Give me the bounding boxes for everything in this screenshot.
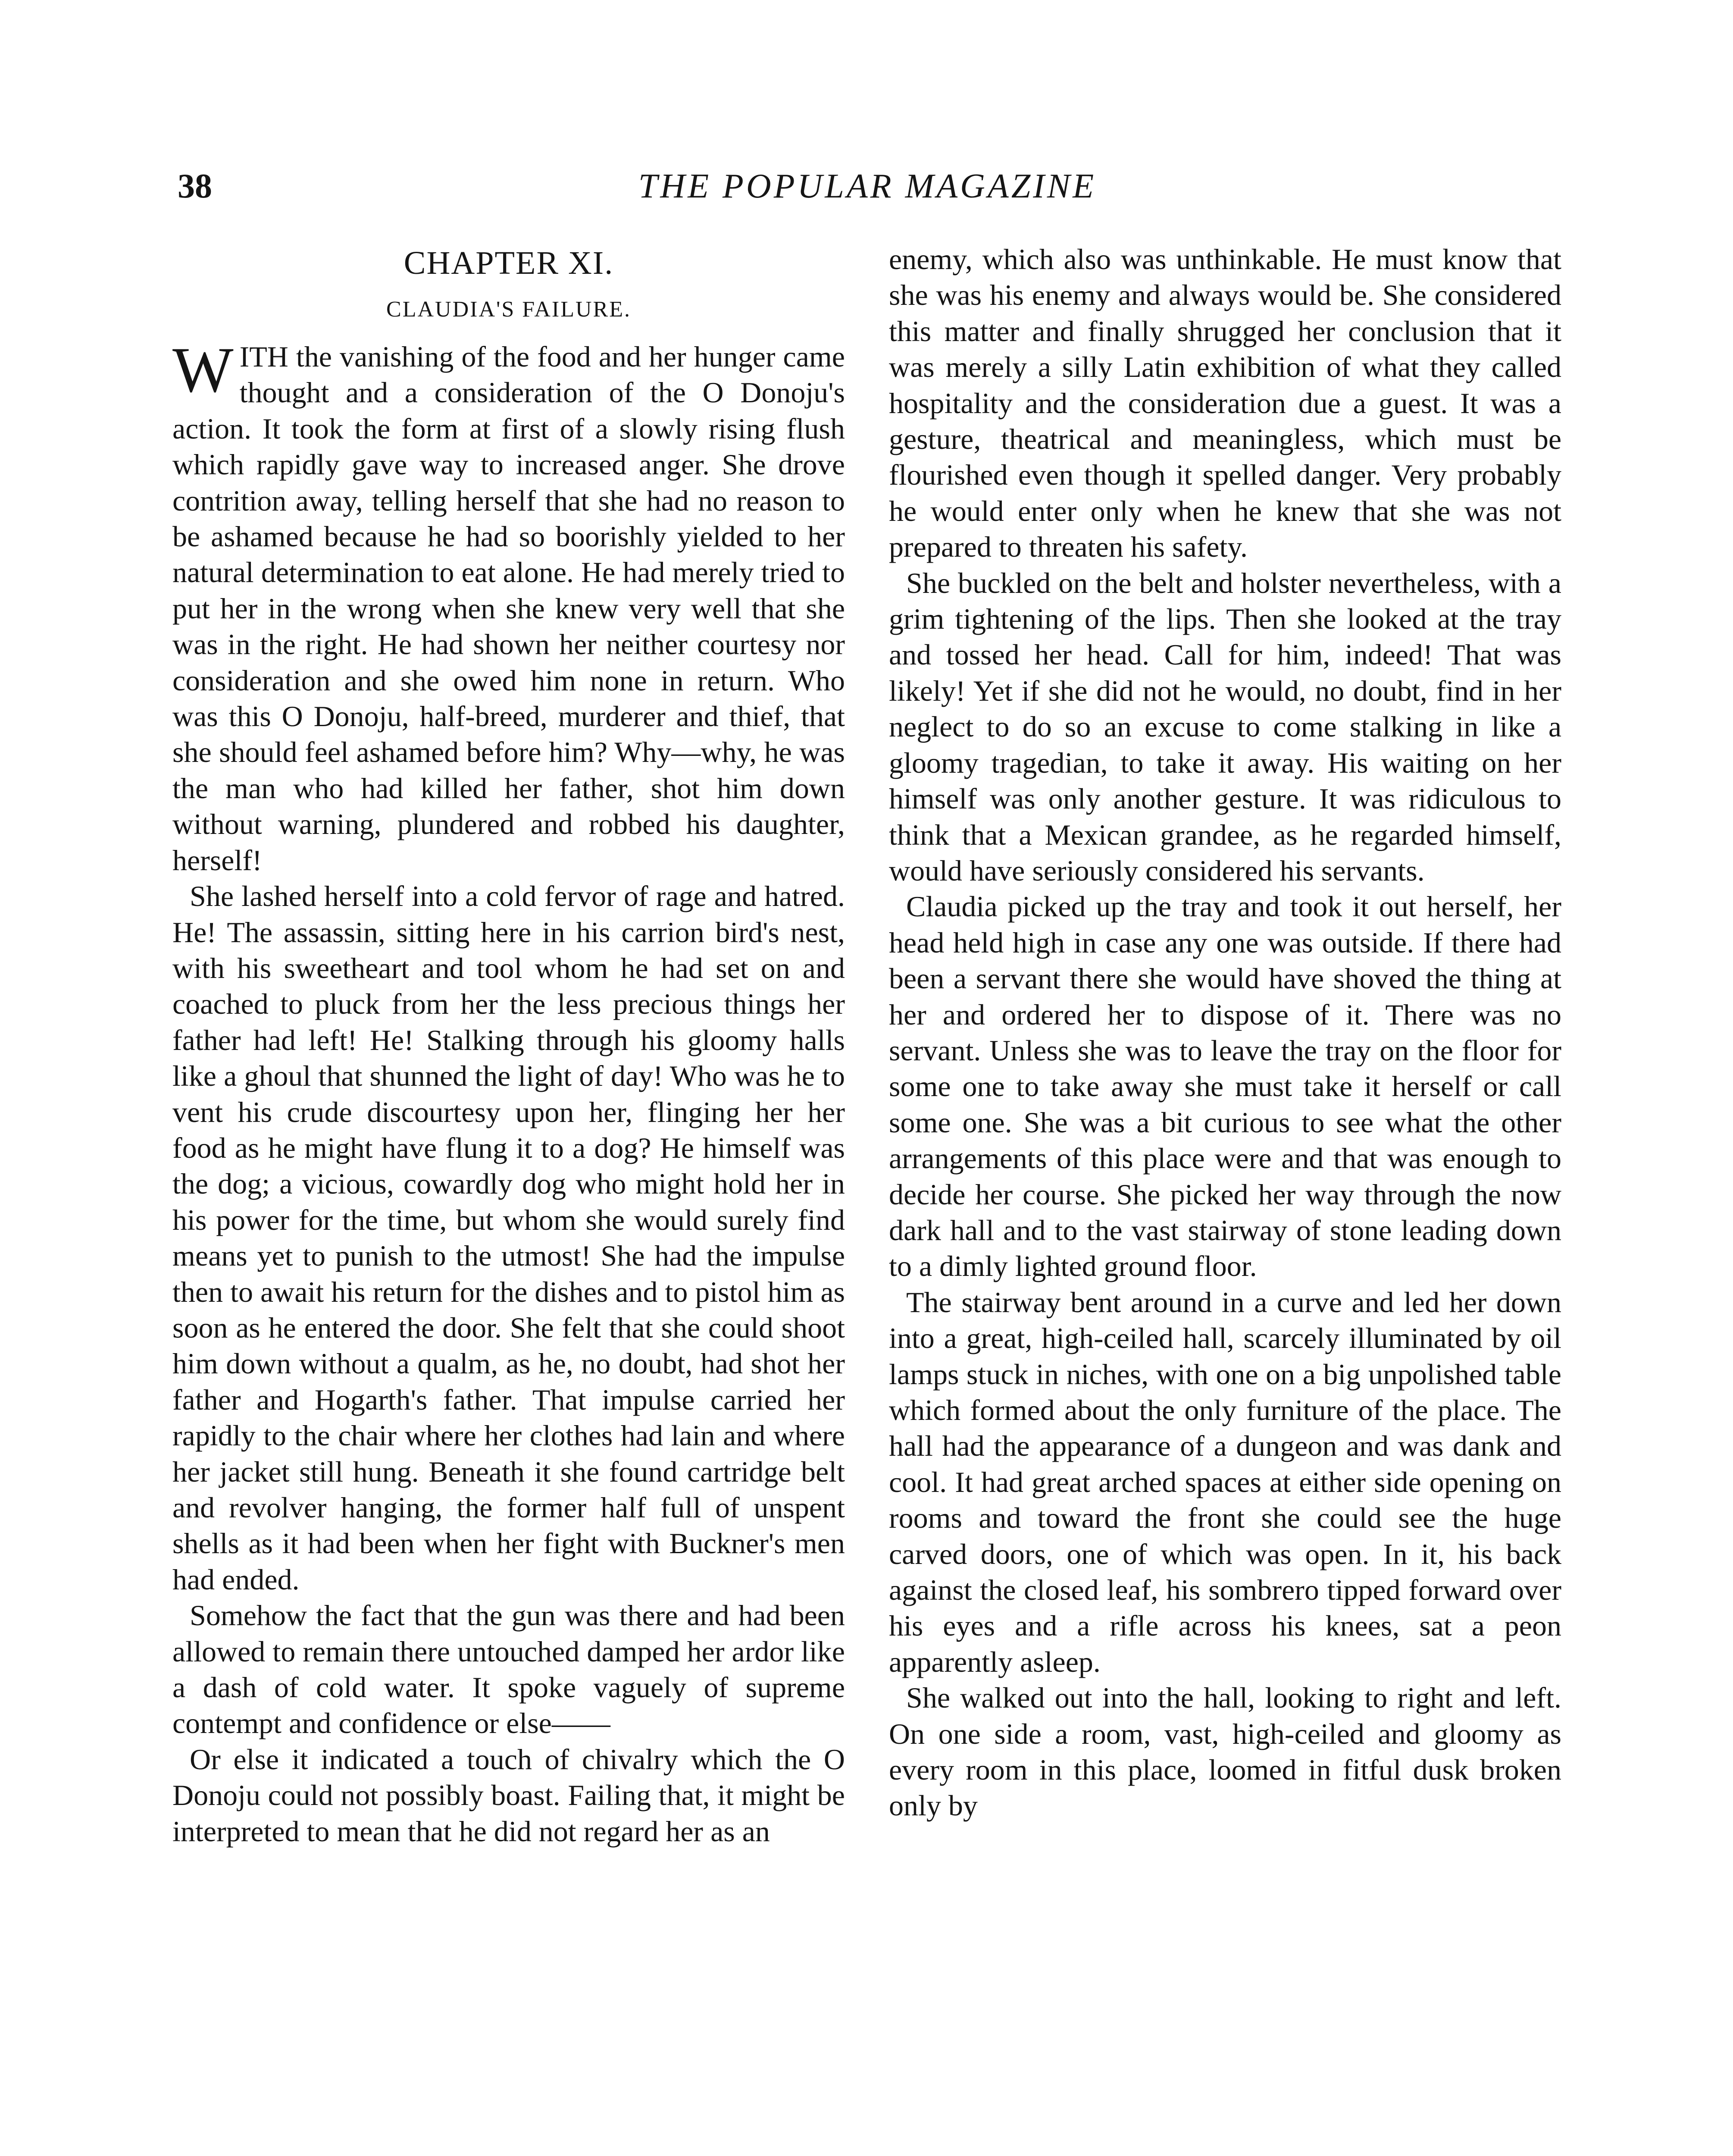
- paragraph: She buckled on the belt and holster nevertheless, with a grim tightening of the lips. Then she looked at the tray and tossed her head. Call for him, indeed! That was likely! Yet if she did not he would, no doubt, find in her neglect to do so an excuse to come stalking in like a gloomy tragedian, to take it away. His waiting on her himself was only another gesture. It was ridiculous to think that a Mexican grandee, as he regarded himself, would have seriously considered his servants.: [889, 566, 1561, 887]
- paragraph: She walked out into the hall, looking to right and left. On one side a room, vast, high-ceiled and gloomy as every room in this place, loomed in fitful dusk broken only by: [889, 1681, 1561, 1822]
- running-title: THE POPULAR MAGAZINE: [638, 167, 1097, 205]
- drop-cap: W: [172, 334, 234, 406]
- paragraph-text: ITH the vanishing of the food and her hunger came thought and a consideration of the O Donoju's action. It took the form at first of a slowly rising flush which rapidly gave way to increased anger. She drove contrition away, telling herself that she had no reason to be ashamed because he had so boorishly yielded to her natural determination to eat alone. He had merely tried to put her in the wrong when she knew very well that she was in the right. He had shown her neither courtesy nor consideration and she owed him none in return. Who was this O Donoju, half-breed, murderer and thief, that she should feel ashamed before him? Why—why, he was the man who had killed her father, shot him down without warning, plundered and robbed his daughter, herself!: [172, 340, 845, 877]
- page-number: 38: [178, 167, 212, 205]
- paragraph: She lashed herself into a cold fervor of rage and hatred. He! The assassin, sitting here in his carrion bird's nest, with his sweetheart and tool whom he had set on and coached to pluck from her the less precious things her father had left! He! Stalking through his gloomy halls like a ghoul that shunned the light of day! Who was he to vent his crude discourtesy upon her, flinging her her food as he might have flung it to a dog? He himself was the dog; a vicious, cowardly dog who might hold her in his power for the time, but whom she would surely find means yet to punish to the utmost! She had the impulse then to await his return for the dishes and to pistol him as soon as he entered the door. She felt that she could shoot him down without a qualm, as he, no doubt, had shot her father and Hogarth's father. That impulse carried her rapidly to the chair where her clothes had lain and where her jacket still hung. Beneath it she found cartridge belt and revolver hanging, the former half full of unspent shells as it had been when her fight with Buckner's men had ended.: [172, 880, 845, 1596]
- chapter-subtitle: CLAUDIA'S FAILURE.: [386, 297, 631, 322]
- left-column: [172, 241, 845, 1849]
- paragraph: The stairway bent around in a curve and led her down into a great, high-ceiled hall, scarcely illuminated by oil lamps stuck in niches, with one on a big unpolished table which formed about the only furniture of the place. The hall had the appearance of a dungeon and was dank and cool. It had great arched spaces at either side opening on rooms and toward the front she could see the huge carved doors, one of which was open. In it, his back against the closed leaf, his sombrero tipped forward over his eyes and a rifle across his knees, sat a peon apparently asleep.: [889, 1285, 1561, 1678]
- right-column: [889, 241, 1561, 1824]
- chapter-title: CHAPTER XI.: [404, 245, 614, 281]
- paragraph: Or else it indicated a touch of chivalry which the O Donoju could not possibly boast. Failing that, it might be interpreted to mean that he did not regard her as an: [172, 1742, 845, 1848]
- paragraph: Claudia picked up the tray and took it out herself, her head held high in case any one was outside. If there had been a servant there she would have shoved the thing at her and ordered her to dispose of it. There was no servant. Unless she was to leave the tray on the floor for some one to take away she must take it herself or call some one. She was a bit curious to see what the other arrangements of this place were and that was enough to decide her course. She picked her way through the now dark hall and to the vast stairway of stone leading down to a dimly lighted ground floor.: [889, 890, 1561, 1283]
- paragraph: enemy, which also was unthinkable. He must know that she was his enemy and always would be. She considered this matter and finally shrugged her conclusion that it was merely a silly Latin exhibition of what they called hospitality and the consideration due a guest. It was a gesture, theatrical and meaningless, which must be flourished even though it spelled danger. Very probably he would enter only when he knew that she was not prepared to threaten his safety.: [889, 243, 1561, 564]
- paragraph: Somehow the fact that the gun was there and had been allowed to remain there untouched damped her ardor like a dash of cold water. It spoke vaguely of supreme contempt and confidence or else——: [172, 1599, 845, 1740]
- paragraph: [172, 334, 845, 878]
- page-header: [178, 160, 1557, 212]
